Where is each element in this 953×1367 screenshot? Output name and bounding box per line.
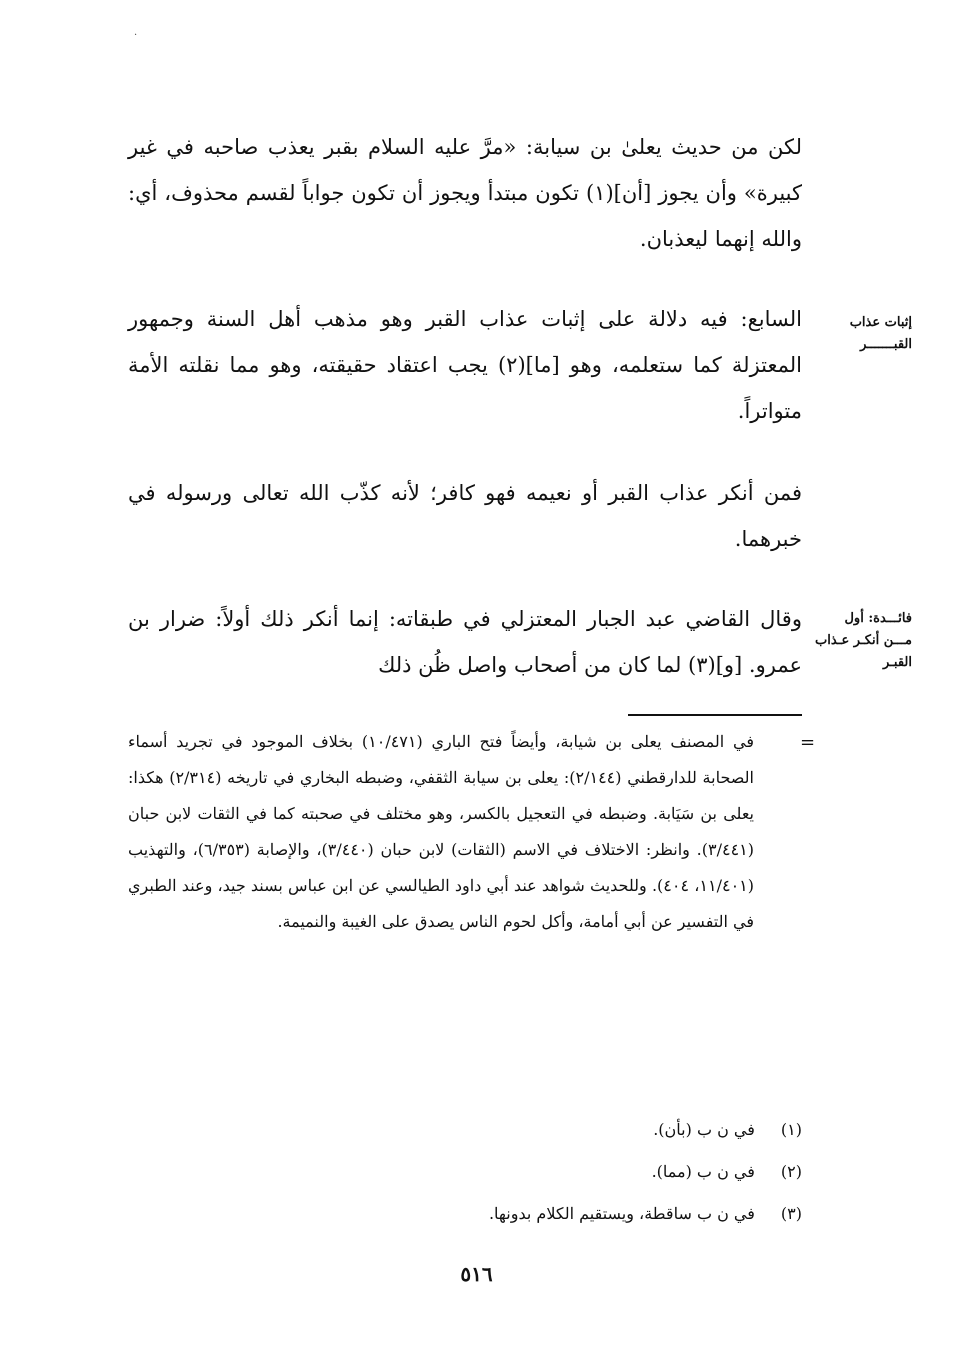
footnote-text: في ن ب ساقطة، ويستقيم الكلام بدونها. (488, 1204, 755, 1223)
scan-mark: · (134, 30, 138, 41)
footnote-number: (٢) (780, 1162, 802, 1181)
paragraph-3: فمن أنكر عذاب القبر أو نعيمه فهو كافر؛ لأنه كذّب الله تعالى ورسوله في خبرهما. (128, 481, 802, 551)
margin-note-first-denier: فائـــدة: أول مـــن أنكـر عـذاب القبـر (815, 611, 912, 670)
footnote-separator (628, 714, 802, 716)
paragraph-2: السابع: فيه دلالة على إثبات عذاب القبر وهو مذهب أهل السنة وجمهور المعتزلة كما ستعلمه، وهو [ما](٢) يجب اعتقاد حقيقته، وهو مما نقلته الأمة متواتراً. (128, 307, 802, 423)
footnote-number: (٣) (780, 1204, 802, 1223)
continuation-marker: = (800, 732, 816, 753)
paragraph-1: لكن من حديث يعلىٰ بن سيابة: «مرَّ عليه السلام بقبر يعذب صاحبه في غير كبيرة» وأن يجوز [أن](١) تكون مبتدأ ويجوز أن تكون جواباً لقسم محذوف، أي: والله إنهما ليعذبان. (128, 135, 802, 251)
margin-note-grave-punishment: إثبات عذاب القبـــــــر (849, 315, 912, 352)
footnote-2 (128, 1154, 802, 1190)
paragraph-4: وقال القاضي عبد الجبار المعتزلي في طبقاته: إنما أنكر ذلك أولاً: ضرار بن عمرو. [و](٣) لما كان من أصحاب واصل ظُن ذلك (128, 607, 802, 677)
footnote-1 (128, 1112, 802, 1148)
page-number: ٥١٦ (460, 1262, 493, 1286)
footnote-number: (١) (780, 1120, 802, 1139)
footnote-text: في ن ب (مما). (651, 1162, 755, 1181)
continued-footnote: في المصنف يعلى بن شيابة، وأيضاً فتح الباري (١٠/٤٧١) بخلاف الموجود في تجريد أسماء الصحابة للدارقطني (٢/١٤٤): يعلى بن سيابة الثقفي، وضبطه البخاري في تاريخه (٢/٣١٤) هكذا: يعلى بن سَيَابة. وضبطه في التعجيل بالكسر، وهو مختلف في صحبته كما في الثقات لابن حبان (٣/٤٤١). وانظر: الاختلاف في الاسم (الثقات) لابن حبان (٣/٤٤٠)، والإصابة (٦/٣٥٣)، والتهذيب (١١/٤٠١، ٤٠٤). وللحديث شواهد عند أبي داود الطيالسي عن ابن عباس بسند جيد، وعند الطبري في التفسير عن أبي أمامة، وأكل لحوم الناس يصدق على الغيبة والنميمة. (128, 732, 755, 931)
footnote-3 (128, 1196, 802, 1232)
footnote-text: في ن ب (بأن). (653, 1120, 755, 1139)
